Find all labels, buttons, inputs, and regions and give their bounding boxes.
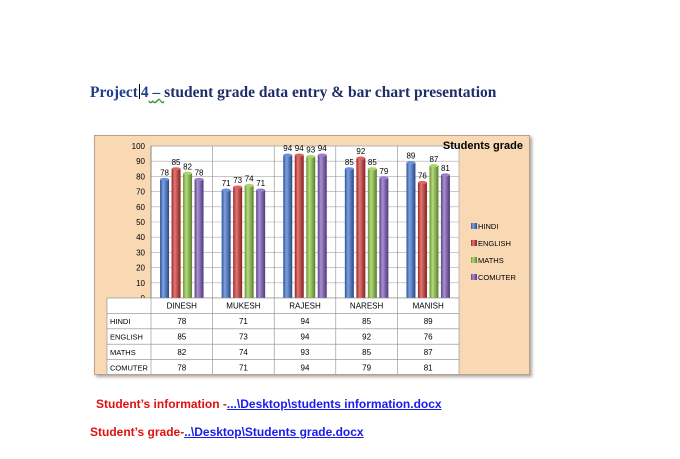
bar [345, 169, 354, 298]
bar-top [379, 176, 388, 179]
data-label: 87 [429, 154, 439, 164]
data-label: 71 [221, 179, 231, 189]
bar [233, 187, 242, 298]
table-cell: 89 [423, 317, 433, 327]
table-cell: 94 [300, 363, 310, 373]
y-tick-label: 90 [136, 157, 145, 167]
data-label: 78 [160, 168, 170, 178]
chart-title: Students grade [442, 140, 523, 152]
table-cell: 87 [423, 347, 433, 357]
y-tick-label: 30 [136, 248, 145, 258]
student-grade-label: Student’s grade- [90, 425, 185, 439]
x-tick-label: NARESH [349, 301, 384, 311]
data-label: 94 [317, 144, 327, 154]
bar [379, 178, 388, 298]
bar [245, 186, 254, 298]
bar [295, 155, 304, 298]
y-tick-label: 60 [136, 202, 145, 212]
chart-object[interactable] [94, 135, 530, 375]
table-cell: 79 [362, 363, 372, 373]
bar-top [441, 173, 450, 176]
data-label: 74 [244, 174, 254, 184]
x-tick-label: RAJESH [289, 301, 321, 311]
table-cell: 71 [238, 363, 248, 373]
bar-top [195, 178, 204, 181]
bar-top [418, 181, 427, 184]
table-cell: 92 [362, 332, 372, 342]
legend-swatch [471, 223, 477, 229]
bar-top [406, 161, 415, 164]
bar [222, 190, 231, 298]
data-label: 78 [194, 168, 204, 178]
bar-top [233, 185, 242, 188]
data-label: 85 [344, 157, 354, 167]
text-cursor [139, 84, 140, 99]
bar [429, 166, 438, 298]
bar-top [222, 188, 231, 191]
bar [183, 173, 192, 298]
student-info-line [96, 397, 442, 411]
legend-swatch [471, 240, 477, 246]
bar [318, 155, 327, 298]
table-cell: 78 [177, 363, 187, 373]
bar-top [318, 154, 327, 157]
bar-chart [95, 136, 529, 374]
legend-swatch [471, 274, 477, 280]
title-text: student grade data entry & bar chart presentation [164, 84, 497, 101]
bar [256, 190, 265, 298]
data-label: 93 [306, 145, 316, 155]
table-cell: 71 [238, 317, 248, 327]
student-grade-line [90, 425, 364, 439]
legend-label: HINDI [478, 222, 499, 231]
data-label: 73 [233, 176, 243, 186]
bar [160, 179, 169, 298]
data-table [107, 298, 459, 374]
legend-swatch [471, 257, 477, 263]
data-label: 81 [440, 163, 450, 173]
title-number: 4 [140, 84, 149, 101]
data-label: 79 [379, 166, 389, 176]
x-tick-label: DINESH [166, 301, 197, 311]
title-dash: – [152, 84, 161, 101]
data-label: 85 [171, 157, 181, 167]
bar-top [256, 188, 265, 191]
bar-top [345, 167, 354, 170]
bar-top [429, 164, 438, 167]
data-label: 76 [417, 171, 427, 181]
bar [356, 158, 365, 298]
table-cell: 76 [423, 332, 433, 342]
bar [418, 182, 427, 298]
table-cell: 78 [177, 317, 187, 327]
student-info-link[interactable]: ...\Desktop\students information.docx [226, 397, 442, 411]
table-cell: 81 [423, 363, 433, 373]
document-title [90, 84, 496, 102]
table-cell: 73 [238, 332, 248, 342]
bar [172, 169, 181, 298]
data-label: 82 [183, 162, 193, 172]
student-grade-link[interactable]: ..\Desktop\Students grade.docx [184, 425, 364, 439]
table-cell: 94 [300, 332, 310, 342]
legend-label: COMUTER [478, 273, 516, 282]
y-tick-label: 70 [136, 187, 145, 197]
data-label: 94 [294, 144, 304, 154]
legend-label: ENGLISH [478, 239, 511, 248]
table-cell: 82 [177, 347, 187, 357]
table-cell: 93 [300, 347, 310, 357]
y-tick-label: 100 [131, 142, 145, 151]
table-series-label: ENGLISH [110, 332, 143, 342]
y-tick-label: 80 [136, 172, 145, 182]
table-cell: 85 [177, 332, 187, 342]
y-tick-label: 50 [136, 218, 145, 227]
bar [306, 157, 315, 298]
legend-label: MATHS [478, 256, 504, 265]
data-label: 92 [356, 147, 366, 157]
x-tick-label: MANISH [412, 301, 444, 311]
bar-top [295, 154, 304, 157]
data-label: 71 [256, 179, 266, 189]
bar [406, 163, 415, 298]
table-series-label: COMUTER [110, 363, 148, 373]
table-cell: 85 [362, 347, 372, 357]
y-tick-label: 20 [136, 263, 145, 273]
y-tick-label: 10 [136, 278, 145, 288]
data-label: 85 [367, 157, 377, 167]
table-cell: 85 [362, 317, 372, 327]
table-cell: 94 [300, 317, 310, 327]
bar [283, 155, 292, 298]
x-tick-label: MUKESH [226, 301, 261, 311]
data-label: 94 [283, 144, 293, 154]
table-cell: 74 [238, 347, 248, 357]
bar-top [160, 178, 169, 181]
bar [195, 179, 204, 298]
title-prefix: Project [90, 84, 138, 101]
table-series-label: HINDI [110, 317, 131, 327]
bar-top [245, 184, 254, 187]
bar [441, 175, 450, 298]
bar-top [368, 167, 377, 170]
bar-top [356, 157, 365, 160]
bar-top [306, 155, 315, 158]
y-tick-label: 40 [136, 233, 145, 243]
student-info-label: Student’s information - [96, 397, 227, 411]
bar [368, 169, 377, 298]
data-label: 89 [406, 151, 416, 161]
bar-top [283, 154, 292, 157]
bar-top [172, 167, 181, 170]
bar-top [183, 172, 192, 175]
table-series-label: MATHS [110, 347, 136, 357]
